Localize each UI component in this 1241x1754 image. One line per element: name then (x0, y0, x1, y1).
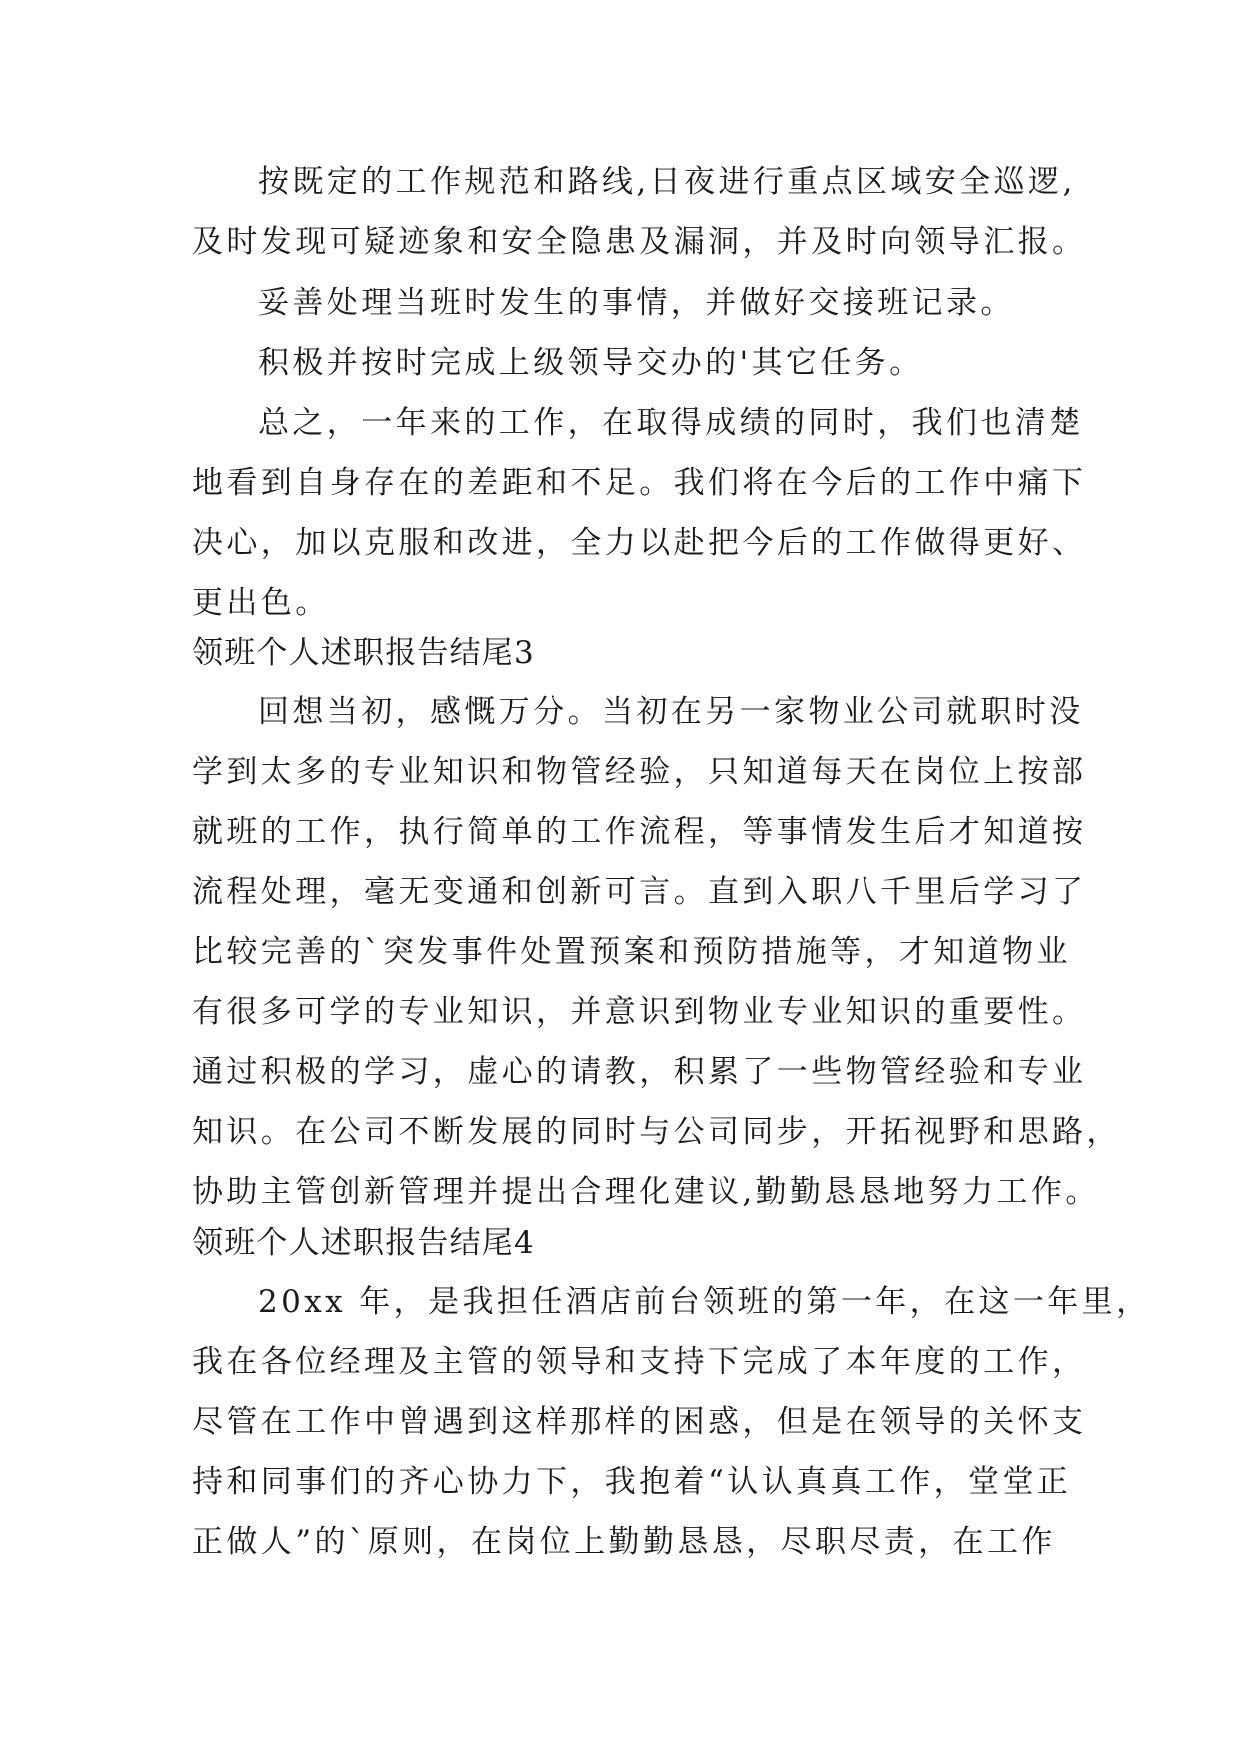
paragraph-line: 持和同事们的齐心协力下，我抱着“认认真真工作，堂堂正 (192, 1464, 1072, 1500)
paragraph-line: 决心，加以克服和改进，全力以赴把今后的工作做得更好、 (192, 525, 1087, 561)
paragraph-line: 学到太多的专业知识和物管经验，只知道每天在岗位上按部 (192, 754, 1087, 790)
section-heading: 领班个人述职报告结尾3 (192, 635, 535, 671)
paragraph-line: 流程处理，毫无变通和创新可言。直到入职八千里后学习了 (192, 874, 1087, 910)
paragraph-line: 正做人”的`原则，在岗位上勤勤恳恳，尽职尽责，在工作 (192, 1524, 1056, 1560)
paragraph-line: 就班的工作，执行简单的工作流程，等事情发生后才知道按 (192, 814, 1087, 850)
paragraph-line: 妥善处理当班时发生的事情，并做好交接班记录。 (258, 285, 1015, 321)
paragraph-line: 积极并按时完成上级领导交办的'其它任务。 (258, 345, 924, 381)
paragraph-line: 知识。在公司不断发展的同时与公司同步，开拓视野和思路， (192, 1114, 1121, 1150)
paragraph-line: 及时发现可疑迹象和安全隐患及漏洞，并及时向领导汇报。 (192, 224, 1087, 260)
paragraph-line: 尽管在工作中曾遇到这样那样的困惑，但是在领导的关怀支 (192, 1404, 1087, 1440)
paragraph-line: 总之，一年来的工作，在取得成绩的同时，我们也清楚 (258, 405, 1084, 441)
paragraph-line: 按既定的工作规范和路线,日夜进行重点区域安全巡逻, (258, 164, 1076, 200)
paragraph-line: 通过积极的学习，虚心的请教，积累了一些物管经验和专业 (192, 1054, 1087, 1090)
paragraph-line: 地看到自身存在的差距和不足。我们将在今后的工作中痛下 (192, 465, 1087, 501)
paragraph-line: 比较完善的`突发事件处置预案和预防措施等，才知道物业 (192, 934, 1071, 970)
paragraph-line: 更出色。 (192, 585, 330, 621)
paragraph-line: 20xx 年，是我担任酒店前台领班的第一年，在这一年里， (258, 1284, 1151, 1320)
paragraph-line: 我在各位经理及主管的领导和支持下完成了本年度的工作， (192, 1344, 1087, 1380)
section-heading: 领班个人述职报告结尾4 (192, 1225, 535, 1261)
paragraph-line: 有很多可学的专业知识，并意识到物业专业知识的重要性。 (192, 994, 1087, 1030)
paragraph-line: 协助主管创新管理并提出合理化建议,勤勤恳恳地努力工作。 (192, 1174, 1100, 1210)
paragraph-line: 回想当初，感慨万分。当初在另一家物业公司就职时没 (258, 694, 1084, 730)
